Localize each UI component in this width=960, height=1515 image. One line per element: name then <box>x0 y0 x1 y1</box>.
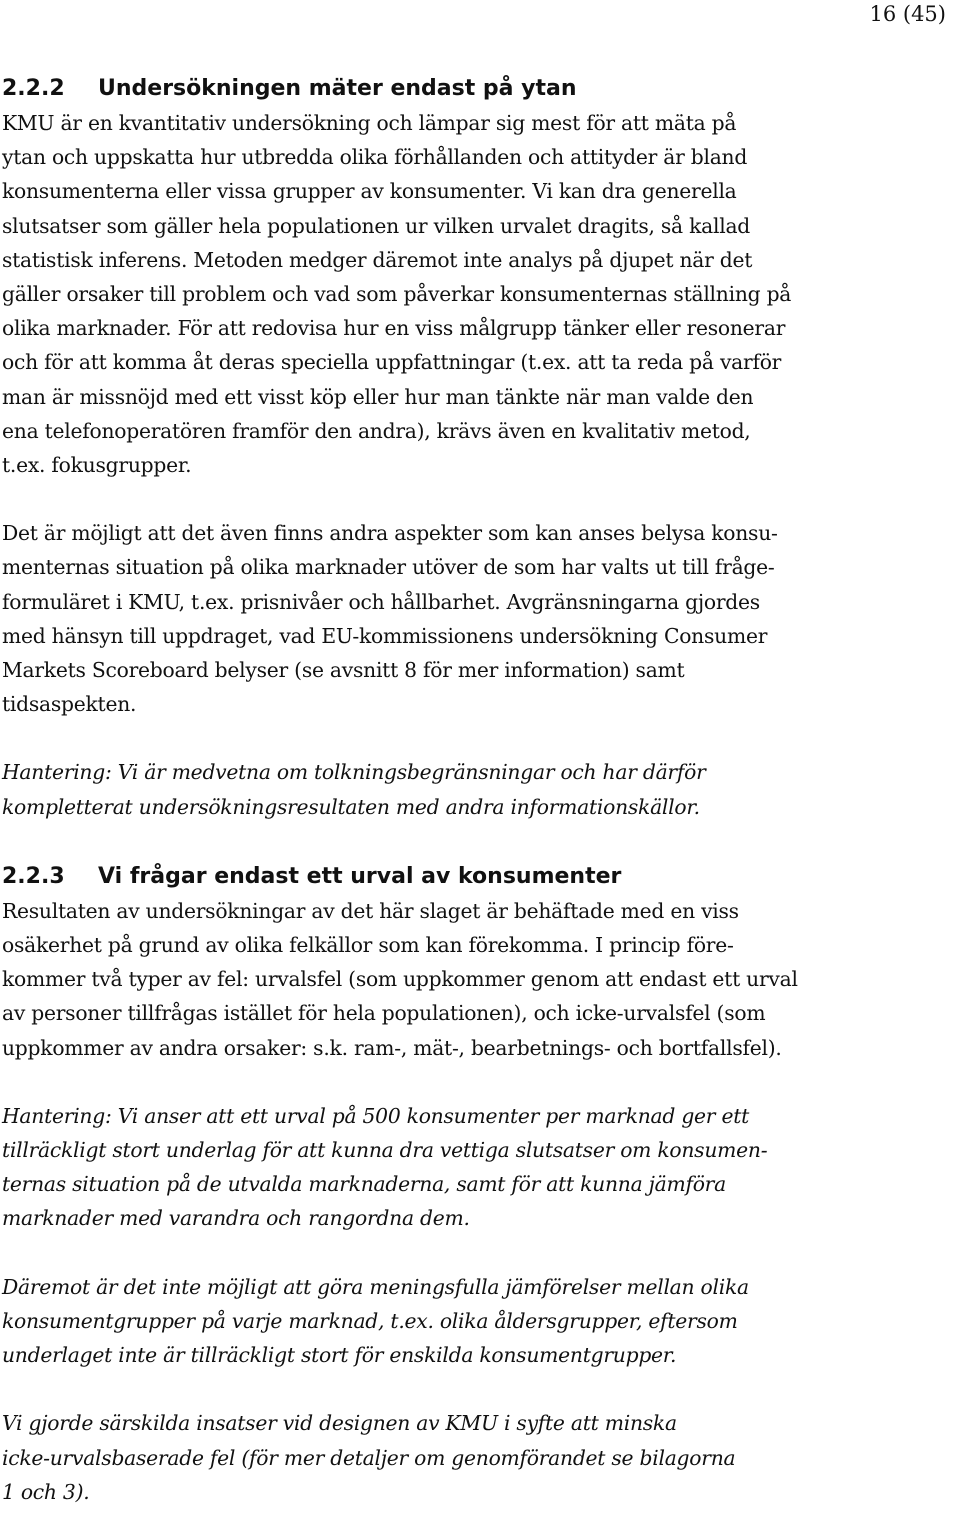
text-line: Det är möjligt att det även finns andra aspekter som kan anses belysa konsu- <box>2 521 778 546</box>
text-line: menternas situation på olika marknader utöver de som har valts ut till fråge- <box>2 555 775 580</box>
text-line: med hänsyn till uppdraget, vad EU-kommissionens undersökning Consumer <box>2 623 768 648</box>
text-line: Däremot är det inte möjligt att göra meningsfulla jämförelser mellan olika <box>2 1274 749 1299</box>
page-number: 16 (45) <box>869 2 946 26</box>
text-line: kommer två typer av fel: urvalsfel (som uppkommer genom att endast ett urval <box>2 967 798 992</box>
text-line: 1 och 3). <box>2 1479 90 1504</box>
section-heading-2-2-2 <box>2 72 938 106</box>
text-line: Hantering: Vi är medvetna om tolkningsbegränsningar och har därför <box>2 760 706 785</box>
text-line: tidsaspekten. <box>2 692 137 717</box>
text-line: ternas situation på de utvalda marknaderna, samt för att kunna jämföra <box>2 1172 726 1197</box>
paragraph <box>2 106 938 482</box>
text-line: konsumentgrupper på varje marknad, t.ex. olika åldersgrupper, eftersom <box>2 1308 738 1333</box>
text-line: Resultaten av undersökningar av det här slaget är behäftade med en viss <box>2 898 739 923</box>
text-line: Hantering: Vi anser att ett urval på 500 konsumenter per marknad ger ett <box>2 1103 750 1128</box>
text-line: KMU är en kvantitativ undersökning och lämpar sig mest för att mäta på <box>2 111 737 135</box>
text-line: osäkerhet på grund av olika felkällor som kan förekomma. I princip före- <box>2 933 734 958</box>
text-line: marknader med varandra och rangordna dem. <box>2 1206 470 1231</box>
text-line: slutsatser som gäller hela populationen ur vilken urvalet dragits, så kallad <box>2 213 751 238</box>
text-line: olika marknader. För att redovisa hur en viss målgrupp tänker eller resonerar <box>2 316 786 341</box>
document-body <box>2 72 938 1509</box>
text-line: icke-urvalsbaserade fel (för mer detaljer om genomförandet se bilagorna <box>2 1445 736 1470</box>
text-line: statistisk inferens. Metoden medger däremot inte analys på djupet när det <box>2 247 753 272</box>
text-line: och för att komma åt deras speciella uppfattningar (t.ex. att ta reda på varför <box>2 350 782 375</box>
italic-paragraph <box>2 1406 938 1509</box>
text-line: formuläret i KMU, t.ex. prisnivåer och hållbarhet. Avgränsningarna gjordes <box>2 589 760 614</box>
section-title: Undersökningen mäter endast på ytan <box>98 76 577 101</box>
text-line: Markets Scoreboard belyser (se avsnitt 8 för mer information) samt <box>2 658 685 683</box>
section-title: Vi frågar endast ett urval av konsumenter <box>98 863 622 889</box>
text-line: gäller orsaker till problem och vad som påverkar konsumenternas ställning på <box>2 282 792 307</box>
text-line: underlaget inte är tillräckligt stort för enskilda konsumentgrupper. <box>2 1343 677 1368</box>
text-line: ena telefonoperatören framför den andra), krävs även en kvalitativ metod, <box>2 418 751 443</box>
text-line: konsumenterna eller vissa grupper av konsumenter. Vi kan dra generella <box>2 179 737 204</box>
section-number: 2.2.2 <box>2 76 65 101</box>
text-line: ytan och uppskatta hur utbredda olika förhållanden och attityder är bland <box>2 145 748 170</box>
text-line: t.ex. fokusgrupper. <box>2 453 192 478</box>
handling-note <box>2 1099 938 1236</box>
text-line: kompletterat undersökningsresultaten med andra informationskällor. <box>2 794 700 819</box>
paragraph <box>2 516 938 721</box>
handling-note <box>2 755 938 823</box>
italic-paragraph <box>2 1270 938 1373</box>
section-heading-2-2-3 <box>2 860 938 894</box>
paragraph <box>2 894 938 1065</box>
text-line: tillräckligt stort underlag för att kunna dra vettiga slutsatser om konsumen- <box>2 1138 768 1163</box>
text-line: Vi gjorde särskilda insatser vid designen av KMU i syfte att minska <box>2 1411 677 1436</box>
text-line: uppkommer av andra orsaker: s.k. ram-, mät-, bearbetnings- och bortfallsfel). <box>2 1035 782 1060</box>
text-line: av personer tillfrågas istället för hela populationen), och icke-urvalsfel (som <box>2 1001 766 1026</box>
text-line: man är missnöjd med ett visst köp eller hur man tänkte när man valde den <box>2 384 754 409</box>
section-number: 2.2.3 <box>2 863 65 889</box>
